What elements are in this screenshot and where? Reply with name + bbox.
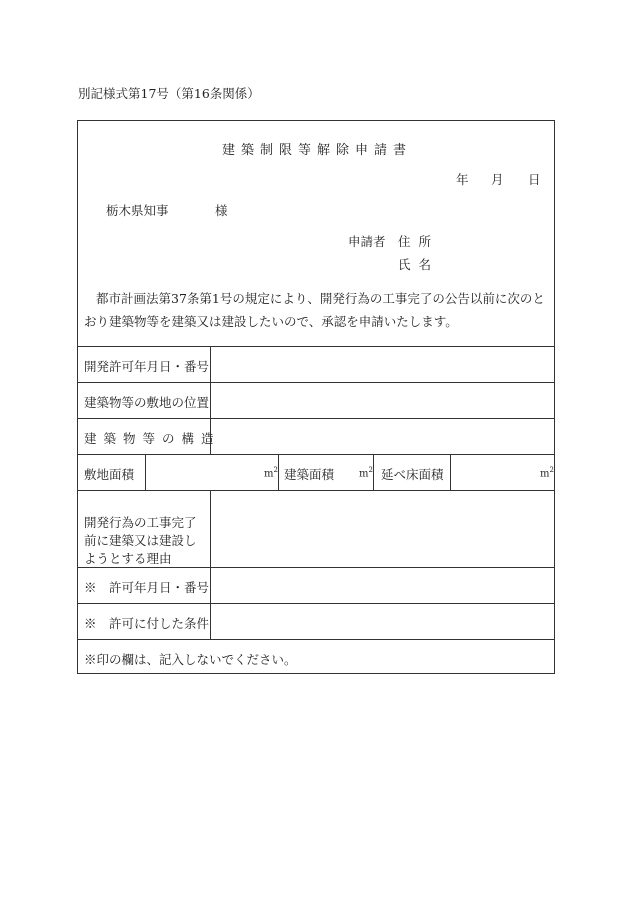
address-label: 住所 xyxy=(398,234,440,249)
column-divider xyxy=(373,454,374,490)
date-year-label: 年 xyxy=(456,172,469,187)
applicant-label: 申請者 xyxy=(348,234,386,249)
structure-field[interactable] xyxy=(210,419,554,454)
form-title: 建築制限等解除申請書 xyxy=(221,143,412,158)
date-month-label: 月 xyxy=(491,172,504,187)
office-permit-label: ※ 許可年月日・番号 xyxy=(84,580,210,595)
row-divider xyxy=(78,639,554,640)
column-divider xyxy=(450,454,451,490)
row-divider xyxy=(78,454,554,455)
application-form xyxy=(77,120,555,674)
honorific: 様 xyxy=(215,203,228,218)
form-reference: 別記様式第17号（第16条関係） xyxy=(78,86,260,101)
row-divider xyxy=(78,603,554,604)
floor-area-label: 延べ床面積 xyxy=(381,467,444,482)
site-area-unit: $m^2$ xyxy=(264,466,278,480)
office-condition-label: ※ 許可に付した条件 xyxy=(84,616,210,631)
permit-date-number-label: 開発許可年月日・番号 xyxy=(84,359,210,374)
site-location-field[interactable] xyxy=(210,383,554,418)
building-area-label: 建築面積 xyxy=(284,467,335,482)
date-day-label: 日 xyxy=(528,172,541,187)
application-statement: 都市計画法第37条第1号の規定により、開発行為の工事完了の公告以前に次のとおり建築物等を建築又は建設したいので、承認を申請いたします。 xyxy=(84,291,545,329)
name-label: 氏名 xyxy=(398,257,440,272)
column-divider xyxy=(145,454,146,490)
structure-label: 建築物等の構造 xyxy=(84,431,221,446)
permit-date-number-field[interactable] xyxy=(210,347,554,382)
floor-area-unit: $m^2$ xyxy=(540,466,554,480)
reason-label: 開発行為の工事完了前に建築又は建設しようとする理由 xyxy=(84,515,197,566)
reason-field[interactable] xyxy=(210,491,554,567)
building-area-unit: $m^2$ xyxy=(359,466,373,480)
footnote: ※印の欄は、記入しないでください。 xyxy=(84,652,297,667)
site-location-label: 建築物等の敷地の位置 xyxy=(84,395,210,410)
site-area-label: 敷地面積 xyxy=(84,467,135,482)
addressee: 栃木県知事 xyxy=(106,203,169,218)
column-divider xyxy=(278,454,279,490)
